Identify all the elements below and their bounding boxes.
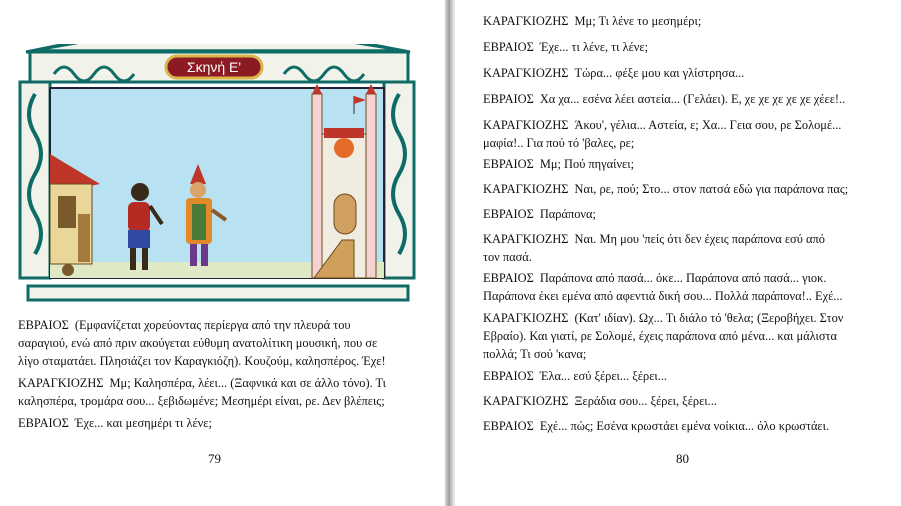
paragraph	[483, 64, 888, 82]
paragraph	[18, 374, 418, 410]
speaker: ΕΒΡΑΙΟΣ	[483, 92, 534, 106]
right-page	[455, 0, 901, 506]
line-text: Εβραίο). Και γιατί, ρε Σολομέ, έχεις παράπονα από μένα... και μάλιστα	[483, 329, 837, 343]
line-text: Εχέ... πώς; Εσένα κρωστάει εμένα νοίκια... όλο κρωστάει.	[539, 419, 830, 433]
speaker: ΕΒΡΑΙΟΣ	[483, 40, 534, 54]
line-text: Παράπονα;	[539, 207, 596, 221]
line-text: Μμ; Πού πηγαίνει;	[539, 157, 635, 171]
line-text: Άκου', γέλια... Αστεία, ε; Χα... Γεια σου, ρε Σολομέ...	[574, 118, 842, 132]
line-text: τον πασά.	[483, 250, 532, 264]
line-text: Μμ; Καλησπέρα, λέει... (Ξαφνικά και σε άλλο τόνο). Τι	[109, 376, 387, 390]
line-text: Μμ; Τι λένε το μεσημέρι;	[574, 14, 702, 28]
page-number: 80	[676, 451, 689, 466]
paragraph	[18, 414, 418, 432]
line-text: (Εμφανίζεται χορεύοντας περίεργα από την πλευρά του	[74, 318, 351, 332]
paragraph	[483, 392, 888, 410]
speaker: ΕΒΡΑΙΟΣ	[483, 271, 534, 285]
speaker: ΚΑΡΑΓΚΙΟΖΗΣ	[483, 66, 569, 80]
right-pillar	[384, 82, 414, 278]
left-page	[0, 0, 445, 506]
paragraph	[483, 90, 888, 108]
paragraph	[483, 116, 888, 152]
line-text: Έλα... εσύ ξέρει... ξέρει...	[539, 369, 668, 383]
speaker: ΚΑΡΑΓΚΙΟΖΗΣ	[18, 376, 104, 390]
paragraph	[483, 367, 888, 385]
paragraph	[483, 269, 888, 305]
paragraph	[18, 316, 418, 370]
speaker: ΚΑΡΑΓΚΙΟΖΗΣ	[483, 182, 569, 196]
line-text: Παράπονα από πασά... όκε... Παράπονα από πασά... γιοκ.	[539, 271, 827, 285]
paragraph	[483, 417, 888, 435]
line-text: Έχε... και μεσημέρι τι λένε;	[74, 416, 212, 430]
speaker: ΕΒΡΑΙΟΣ	[483, 207, 534, 221]
line-text: Έχε... τι λένε, τι λένε;	[539, 40, 649, 54]
scene-label: Σκηνή Ε'	[186, 59, 242, 75]
paragraph	[483, 309, 888, 363]
shadow-puppet-scene	[14, 44, 420, 306]
paragraph	[483, 230, 888, 266]
speaker: ΚΑΡΑΓΚΙΟΖΗΣ	[483, 311, 569, 325]
paragraph	[483, 12, 888, 30]
line-text: Ναι. Μη μου 'πείς ότι δεν έχεις παράπονα εσύ από	[574, 232, 825, 246]
speaker: ΚΑΡΑΓΚΙΟΖΗΣ	[483, 14, 569, 28]
line-text: μαφία!.. Για πού τό 'βαλες, ρε;	[483, 136, 635, 150]
line-text: λίγο σταματάει. Πλησιάζει τον Καραγκιόζη). Κουζούμ, καλησπέρος. Έχε!	[18, 354, 386, 368]
line-text: σαραγιού, ενώ από πριν ακούγεται εύθυμη ανατολίτικη μουσική, που σε	[18, 336, 378, 350]
book-gutter	[445, 0, 455, 506]
page-number: 79	[208, 451, 221, 466]
line-text: Ξεράδια σου... ξέρει, ξέρει...	[574, 394, 717, 408]
line-text: (Κατ' ιδίαν). Ωχ... Τι διάλο τό 'θελα; (Ξεροβήχει. Στον	[574, 311, 844, 325]
paragraph	[483, 205, 888, 223]
line-text: Χα χα... εσένα λέει αστεία... (Γελάει). Ε, χε χε χε χε χε χέεε!..	[539, 92, 846, 106]
speaker: ΕΒΡΑΙΟΣ	[18, 318, 69, 332]
line-text: πολλά; Τι σού 'κανα;	[483, 347, 587, 361]
line-text: καλησπέρα, τρομάρα σου... ξεβιδωμένε; Μεσημέρι είναι, ρε. Δεν βλέπεις;	[18, 394, 385, 408]
speaker: ΕΒΡΑΙΟΣ	[483, 157, 534, 171]
speaker: ΕΒΡΑΙΟΣ	[483, 419, 534, 433]
line-text: Ναι, ρε, πού; Στο... στον πατσά εδώ για παράπονα πας;	[574, 182, 849, 196]
speaker: ΕΒΡΑΙΟΣ	[483, 369, 534, 383]
paragraph	[483, 38, 888, 56]
line-text: Παράπονα έκει εμένα από αφεντιά δική σου... Πολλά παράπονα!.. Εχέ...	[483, 289, 843, 303]
speaker: ΚΑΡΑΓΚΙΟΖΗΣ	[483, 232, 569, 246]
speaker: ΚΑΡΑΓΚΙΟΖΗΣ	[483, 394, 569, 408]
speaker: ΕΒΡΑΙΟΣ	[18, 416, 69, 430]
stage-base	[28, 286, 408, 300]
paragraph	[483, 180, 888, 198]
speaker: ΚΑΡΑΓΚΙΟΖΗΣ	[483, 118, 569, 132]
paragraph	[483, 155, 888, 173]
left-pillar	[20, 82, 50, 278]
line-text: Τώρα... φέξε μου και γλίστρησα...	[574, 66, 745, 80]
